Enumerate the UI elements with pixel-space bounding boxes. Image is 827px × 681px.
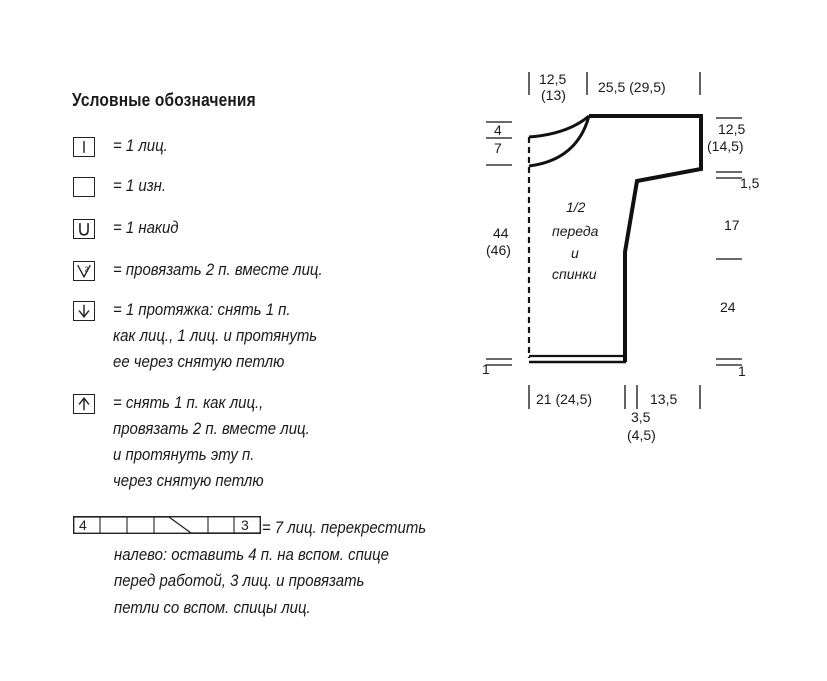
dim-bottom-1: 21 (24,5) bbox=[536, 391, 593, 407]
dim-left-body-1: 44 bbox=[493, 225, 509, 241]
dim-top-left-2: (13) bbox=[541, 87, 566, 103]
garment-outline bbox=[589, 116, 701, 362]
dim-right-6: 1 bbox=[738, 363, 746, 379]
dim-right-3: 1,5 bbox=[740, 175, 760, 191]
legend-title: Условные обозначения bbox=[72, 90, 256, 110]
legend-text-knit: = 1 лиц. bbox=[113, 136, 168, 155]
dim-right-4: 17 bbox=[724, 217, 740, 233]
schema-inner-4: спинки bbox=[552, 266, 597, 282]
dim-bottom-2: 13,5 bbox=[650, 391, 678, 407]
dim-left-bottom: 1 bbox=[482, 361, 490, 377]
schema-inner-3: и bbox=[571, 245, 579, 261]
dim-bottom-3: 3,5 bbox=[631, 409, 651, 425]
schema-inner-2: переда bbox=[552, 223, 599, 239]
legend-text-sk2po: = снять 1 п. как лиц., провязать 2 п. вместе лиц. и протянуть эту п. через снятую петлю bbox=[113, 393, 310, 490]
dim-top-right: 25,5 (29,5) bbox=[598, 79, 666, 95]
cable-left-number: 4 bbox=[79, 517, 87, 533]
legend-text-k2tog: = провязать 2 п. вместе лиц. bbox=[113, 260, 323, 279]
legend-text-purl: = 1 изн. bbox=[113, 176, 167, 195]
dim-left-body-2: (46) bbox=[486, 242, 511, 258]
dim-right-1: 12,5 bbox=[718, 121, 746, 137]
neck-curve-back bbox=[529, 116, 589, 137]
dim-left-neck-1: 4 bbox=[494, 122, 502, 138]
dim-right-5: 24 bbox=[720, 299, 736, 315]
dim-right-2: (14,5) bbox=[707, 138, 744, 154]
legend-text-skpo: = 1 протяжка: снять 1 п. как лиц., 1 лиц. и протянуть ее через снятую петлю bbox=[113, 300, 318, 371]
cable-right-number: 3 bbox=[241, 517, 249, 533]
legend-text-cable: = 7 лиц. перекрестить налево: оставить 4 п. на вспом. спице перед работой, 3 лиц. и провязать петли со вспом. спицы лиц. bbox=[114, 518, 427, 617]
dim-left-neck-2: 7 bbox=[494, 140, 502, 156]
dim-bottom-4: (4,5) bbox=[627, 427, 656, 443]
schema-inner-1: 1/2 bbox=[566, 199, 586, 215]
dim-top-left-1: 12,5 bbox=[539, 71, 567, 87]
k2tog-glyph: 2 bbox=[84, 264, 89, 274]
legend-text-yarn-over: = 1 накид bbox=[113, 218, 179, 237]
